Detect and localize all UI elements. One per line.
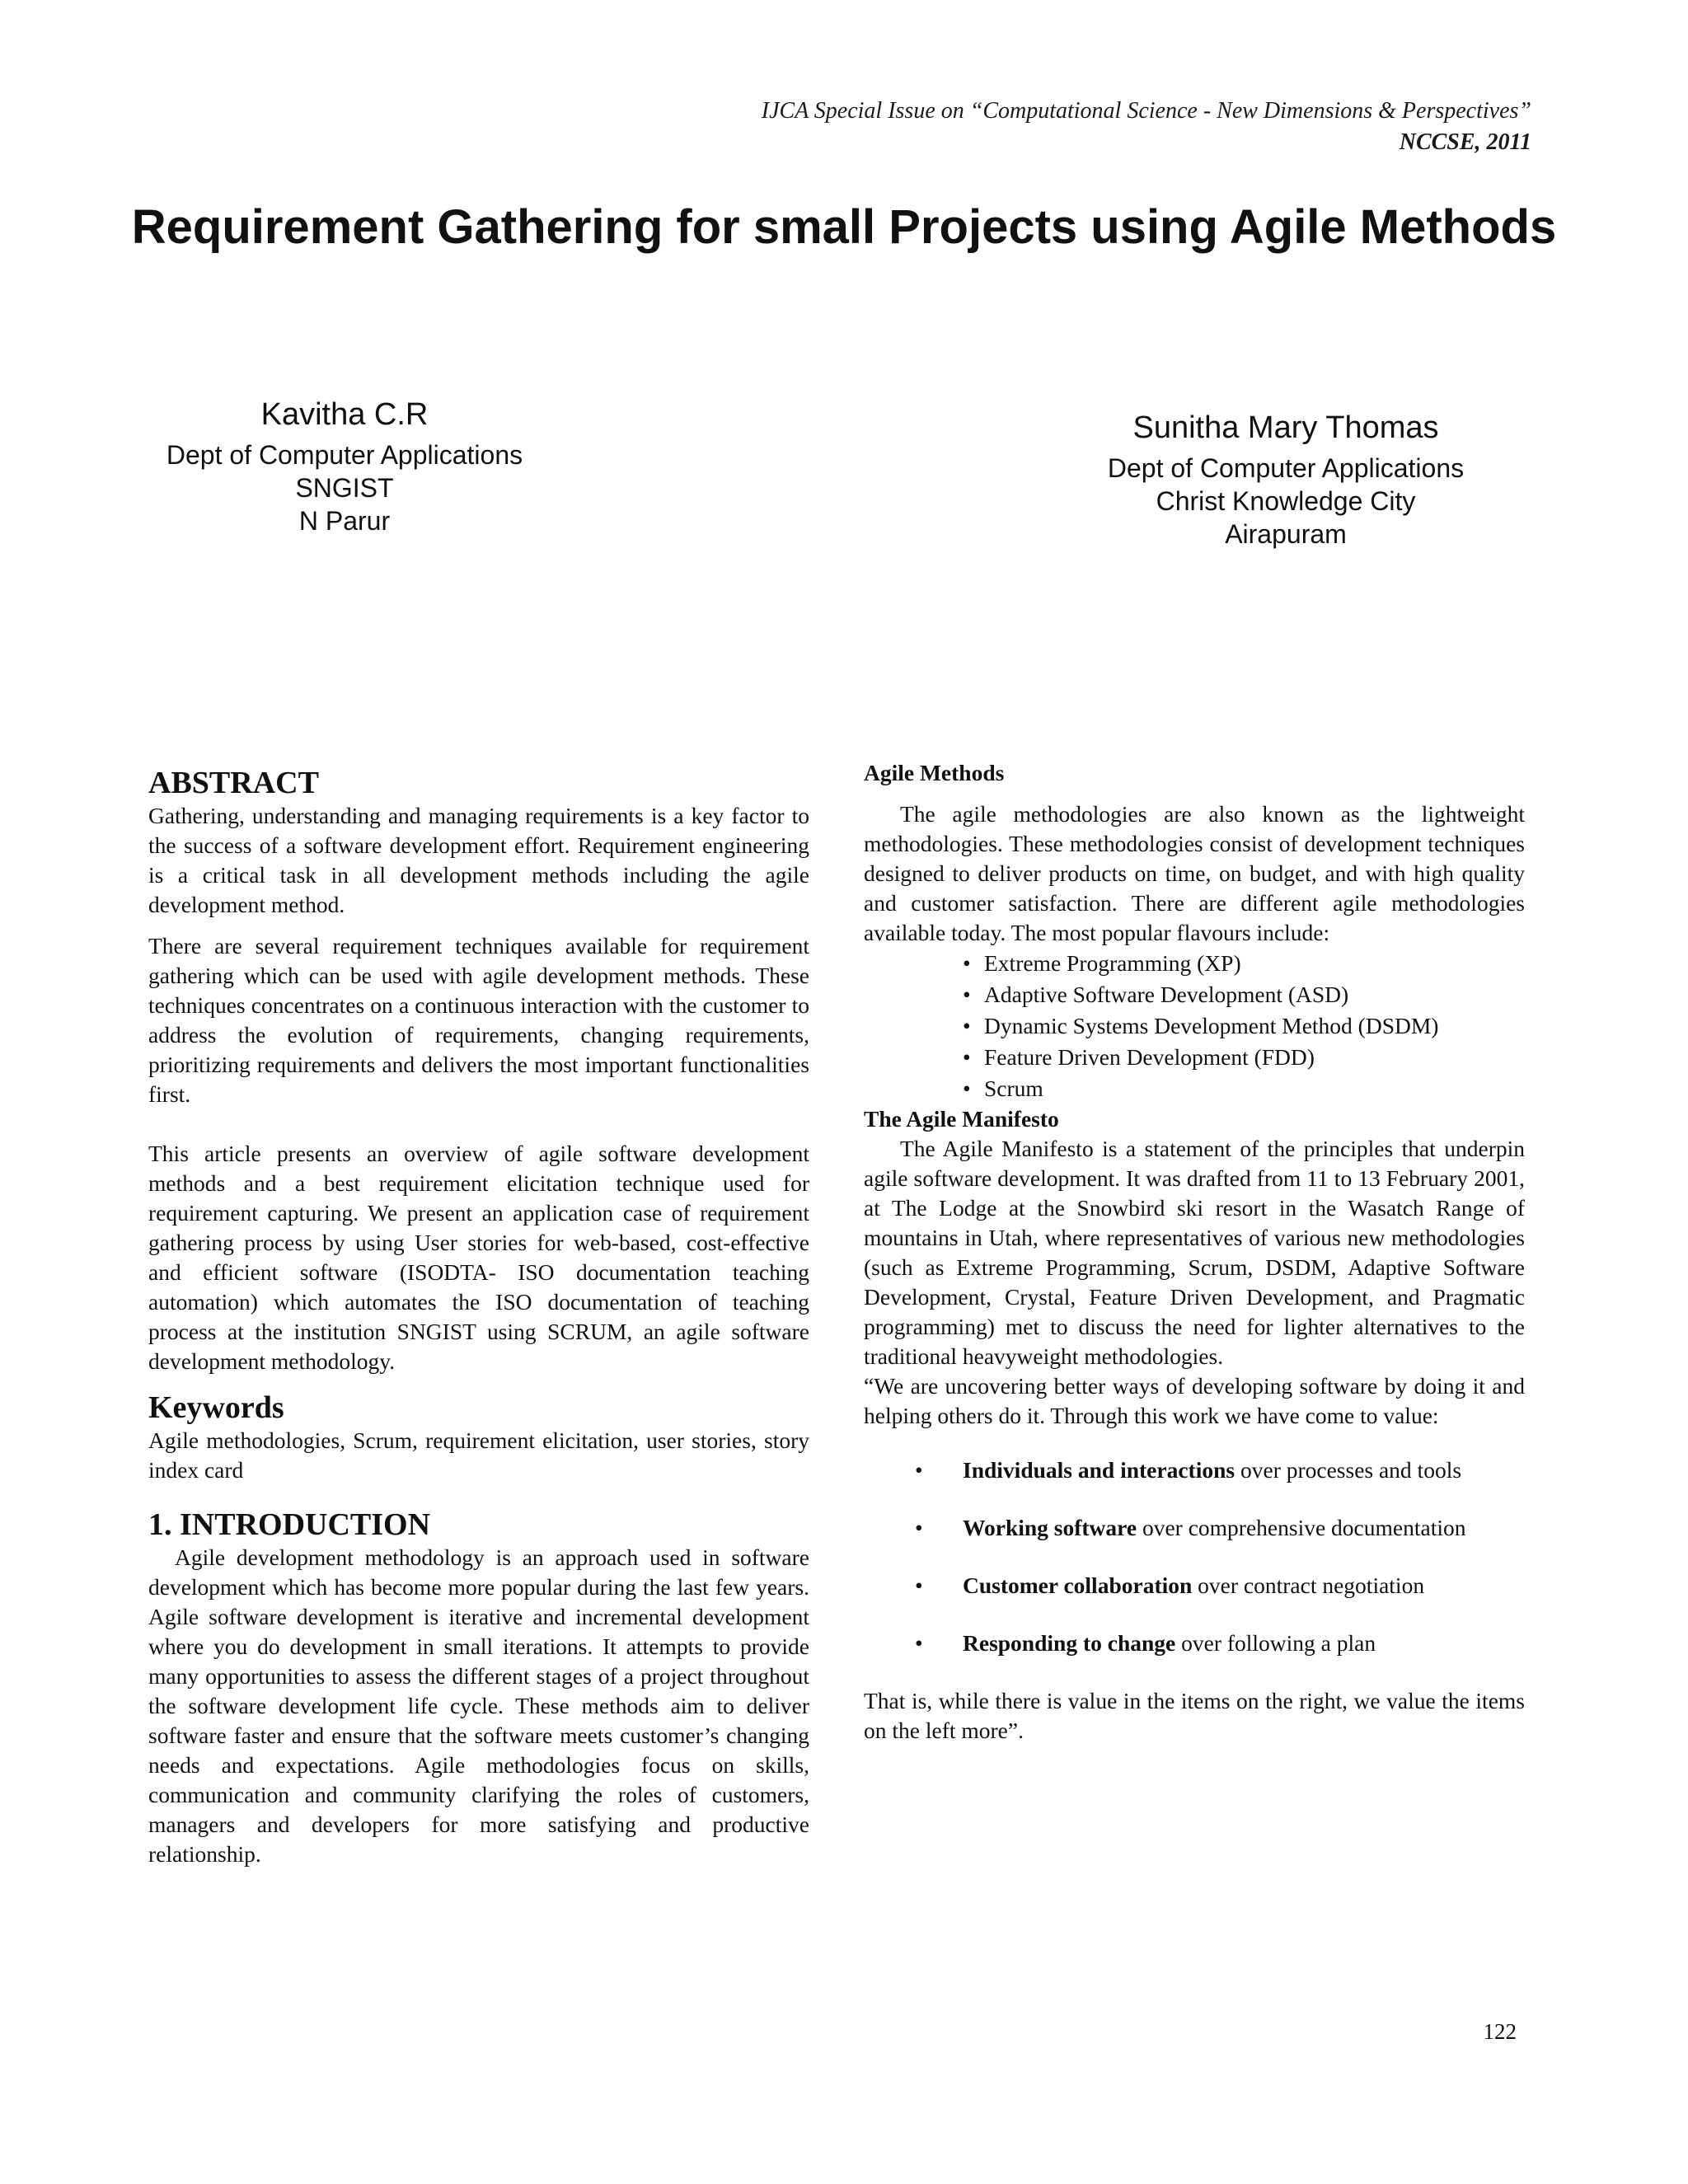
bullet-icon: • (963, 950, 971, 976)
list-item: • Adaptive Software Development (ASD) (963, 979, 1525, 1010)
list-item (864, 1513, 1525, 1543)
manifesto-quote-intro: “We are uncovering better ways of developing software by doing it and helping others do it. Through this work we have come to value: (864, 1373, 1525, 1428)
list-item (864, 1455, 1525, 1485)
value-rest: over comprehensive documentation (1137, 1515, 1466, 1540)
author-block-1 (138, 396, 551, 537)
agile-methods-heading: Agile Methods (864, 760, 1005, 785)
bullet-icon: • (963, 1044, 971, 1070)
introduction-paragraph: Agile development methodology is an approach used in software development which has become more popular during the last few years. Agile software development is iterative and incremental development where you do development in small iterations. It attempts to provide many opportunities to assess the different stages of a project throughout the software development life cycle. These methods aim to deliver software faster and ensure that the software meets customer’s changing needs and expectations. Agile methodologies focus on skills, communication and community clarifying the roles of customers, managers and developers for more satisfying and productive relationship. (148, 1544, 809, 1867)
running-header (762, 96, 1531, 158)
bullet-icon: • (915, 1515, 923, 1540)
author-affiliation-institution: SNGIST (295, 473, 394, 503)
abstract-paragraph: There are several requirement techniques available for requirement gathering which can be used with agile development methods. These techniques concentrates on a continuous interaction with the customer to address the evolution of requirements, changing requirements, prioritizing requirements and delivers the most important functionalities first. (148, 933, 809, 1107)
author-name: Sunitha Mary Thomas (1132, 410, 1439, 445)
author-block-2 (1055, 409, 1517, 551)
list-item (864, 1629, 1525, 1658)
author-affiliation-dept: Dept of Computer Applications (1107, 453, 1465, 483)
value-rest: over processes and tools (1235, 1457, 1462, 1483)
manifesto-values-list (864, 1455, 1525, 1658)
author-affiliation-institution: Christ Knowledge City (1156, 486, 1416, 516)
list-item: • Feature Driven Development (FDD) (963, 1042, 1525, 1073)
value-bold: Responding to change (963, 1630, 1176, 1656)
author-affiliation-location: Airapuram (1225, 519, 1347, 549)
value-rest: over following a plan (1175, 1630, 1376, 1656)
manifesto-paragraph: The Agile Manifesto is a statement of the principles that underpin agile software development. It was drafted from 11 to 13 February 2001, at The Lodge at the Snowbird ski resort in the Wasatch Range of mountains in Utah, where representatives of various new methodologies (such as Extreme Programming, Scrum, DSDM, Adaptive Software Development, Crystal, Feature Driven Development, and Pragmatic programming) met to discuss the need for lighter alternatives to the traditional heavyweight methodologies. (864, 1136, 1525, 1369)
page-number: 122 (1483, 2019, 1517, 2044)
bullet-icon: • (963, 1076, 971, 1101)
abstract-paragraph: Gathering, understanding and managing requirements is a key factor to the success of a software development effort. Requirement engineering is a critical task in all development methods including the agile development method. (148, 803, 809, 917)
keywords-text: Agile methodologies, Scrum, requirement elicitation, user stories, story index card (148, 1427, 809, 1483)
value-rest: over contract negotiation (1192, 1572, 1425, 1598)
value-bold: Customer collaboration (963, 1572, 1193, 1598)
value-bold: Working software (963, 1515, 1137, 1540)
left-column (148, 765, 809, 1869)
paper-title: Requirement Gathering for small Projects using Agile Methods (131, 200, 1557, 254)
bullet-icon: • (963, 1013, 971, 1038)
author-affiliation-location: N Parur (298, 506, 391, 536)
list-item: • Extreme Programming (XP) (963, 948, 1525, 979)
introduction-heading: 1. INTRODUCTION (148, 1507, 431, 1542)
abstract-paragraph: This article presents an overview of agile software development methods and a best requirement elicitation technique used for requirement capturing. We present an application case of requirement gathering process by using User stories for web-based, cost-effective and efficient software (ISODTA- ISO documentation teaching automation) which automates the ISO documentation of teaching process at the institution SNGIST using SCRUM, an agile software development methodology. (148, 1141, 809, 1374)
manifesto-heading: The Agile Manifesto (864, 1106, 1059, 1132)
value-bold: Individuals and interactions (963, 1457, 1236, 1483)
author-name: Kavitha C.R (260, 397, 429, 432)
list-item (864, 1571, 1525, 1601)
flavours-list (864, 948, 1525, 1104)
conference-line: NCCSE, 2011 (1399, 129, 1531, 155)
bullet-icon: • (915, 1572, 923, 1598)
journal-line: IJCA Special Issue on “Computational Science - New Dimensions & Perspectives” (761, 98, 1531, 124)
abstract-heading: ABSTRACT (148, 766, 319, 800)
bullet-icon: • (963, 982, 971, 1007)
keywords-heading: Keywords (148, 1390, 284, 1425)
bullet-icon: • (915, 1630, 923, 1656)
list-item: • Dynamic Systems Development Method (DSDM) (963, 1010, 1525, 1042)
manifesto-closing: That is, while there is value in the items on the right, we value the items on the left more”. (864, 1688, 1525, 1743)
agile-methods-paragraph: The agile methodologies are also known as the lightweight methodologies. These methodologies consist of development techniques designed to deliver products on time, on budget, and with high quality and customer satisfaction. There are different agile methodologies available today. The most popular flavours include: (864, 801, 1525, 945)
right-column (864, 758, 1525, 1746)
author-affiliation-dept: Dept of Computer Applications (166, 440, 523, 470)
bullet-icon: • (915, 1457, 923, 1483)
list-item: • Scrum (963, 1073, 1525, 1104)
